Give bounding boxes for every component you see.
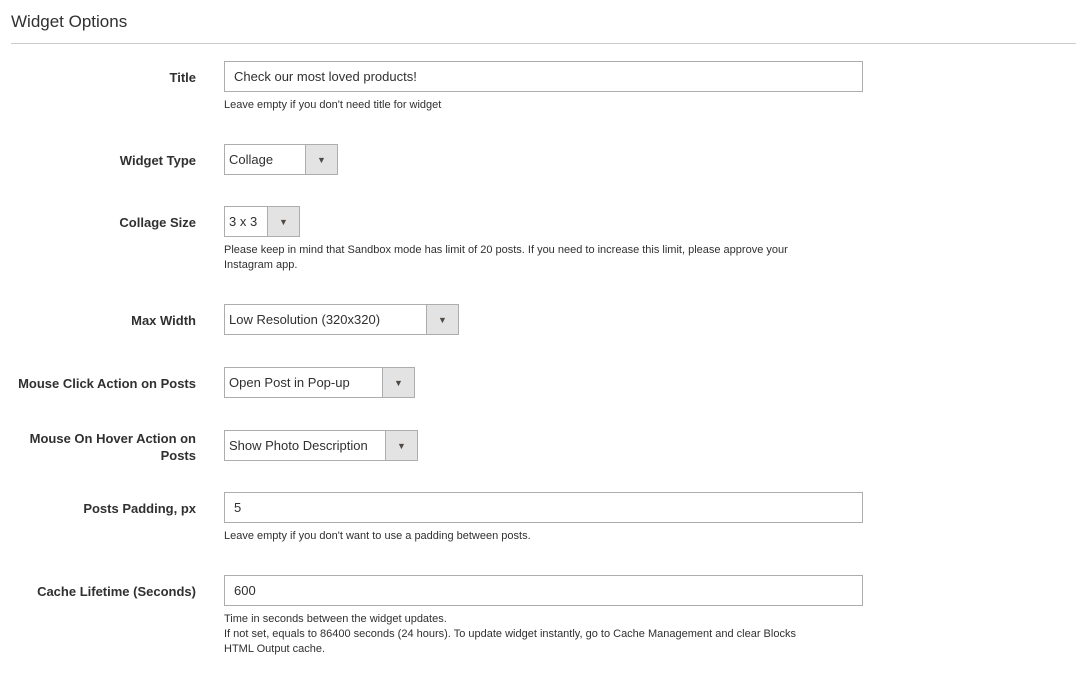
padding-label: Posts Padding, px [83,501,196,516]
widget-type-value: Collage [229,152,274,167]
max-width-label: Max Width [131,313,196,328]
section-title: Widget Options [11,12,128,31]
hover-action-label [6,430,196,464]
chevron-down-icon[interactable]: ▼ [267,207,299,236]
section-divider [11,43,1076,44]
title-note: Leave empty if you don't need title for widget [224,99,442,111]
padding-input[interactable] [224,492,863,523]
collage-size-note-line1: Please keep in mind that Sandbox mode has limit of 20 posts. If you need to increase this limit, please approve your [224,244,788,256]
collage-size-select[interactable] [224,206,300,237]
cache-input[interactable] [224,575,863,606]
click-action-value: Open Post in Pop-up [229,375,350,390]
title-label: Title [169,70,196,85]
cache-note [224,612,844,657]
hover-action-value: Show Photo Description [229,438,368,453]
chevron-down-icon[interactable]: ▼ [382,368,414,397]
max-width-value: Low Resolution (320x320) [229,312,381,327]
collage-size-value: 3 x 3 [229,214,258,229]
click-action-select[interactable] [224,367,415,398]
collage-size-note-line2: Instagram app. [224,259,298,271]
chevron-down-icon[interactable]: ▼ [385,431,417,460]
collage-size-note [224,243,844,273]
collage-size-label: Collage Size [119,215,196,230]
max-width-select[interactable] [224,304,459,335]
hover-action-select[interactable] [224,430,418,461]
padding-note: Leave empty if you don't want to use a padding between posts. [224,530,531,542]
cache-label: Cache Lifetime (Seconds) [37,584,196,599]
cache-note-line1: Time in seconds between the widget updates. [224,613,447,625]
cache-note-line3: HTML Output cache. [224,643,326,655]
click-action-label: Mouse Click Action on Posts [18,376,196,391]
hover-action-label-line1: Mouse On Hover Action on [29,431,196,446]
title-input[interactable] [224,61,863,92]
cache-note-line2: If not set, equals to 86400 seconds (24 hours). To update widget instantly, go to Cache Management and clear Blocks [224,628,796,640]
chevron-down-icon[interactable]: ▼ [426,305,458,334]
widget-type-select[interactable] [224,144,338,175]
chevron-down-icon[interactable]: ▼ [305,145,337,174]
hover-action-label-line2: Posts [160,448,196,463]
widget-type-label: Widget Type [119,153,196,168]
